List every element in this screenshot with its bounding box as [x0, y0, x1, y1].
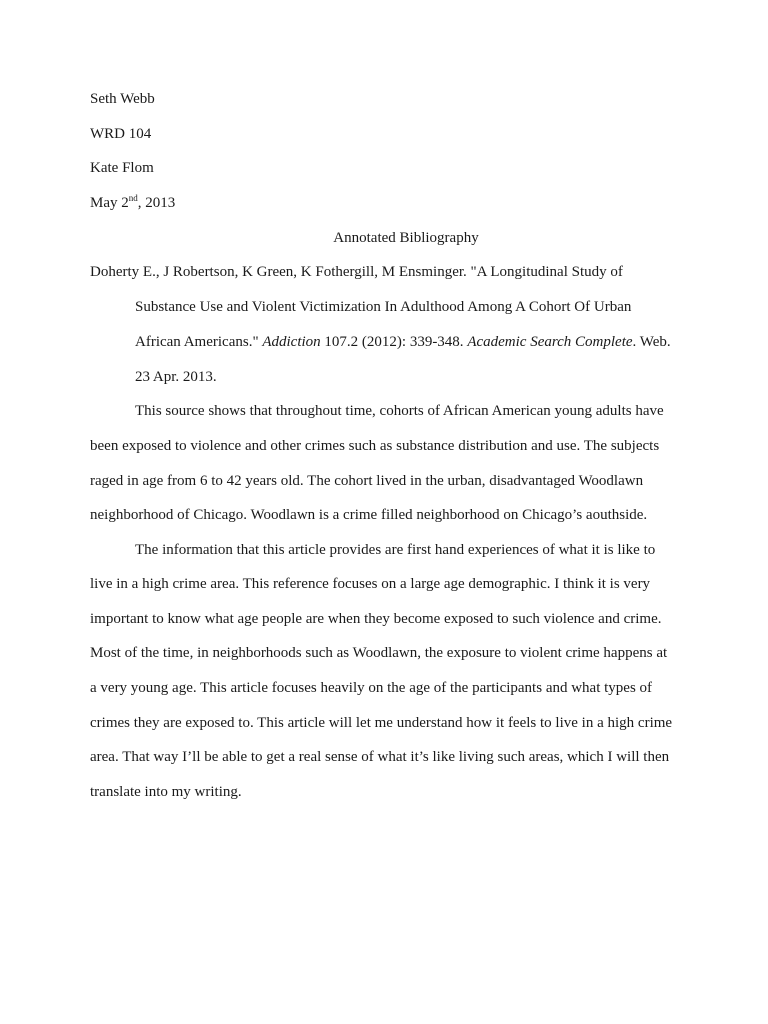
- paragraph-2-line: live in a high crime area. This reference focuses on a large age demographic. I think it is very: [90, 576, 651, 592]
- citation-text: 107.2 (2012): 339-348.: [320, 334, 468, 350]
- date-prefix: May 2: [90, 195, 129, 211]
- paragraph-2-line: a very young age. This article focuses heavily on the age of the participants and what types of: [90, 680, 653, 696]
- date-suffix: , 2013: [137, 195, 176, 211]
- citation-text: African Americans.": [135, 334, 263, 350]
- author-name: Seth Webb: [90, 91, 155, 107]
- paragraph-1-line: raged in age from 6 to 42 years old. The cohort lived in the urban, disadvantaged Woodlawn: [90, 473, 644, 489]
- page-title: Annotated Bibliography: [333, 230, 479, 246]
- paragraph-1-line: neighborhood of Chicago. Woodlawn is a crime filled neighborhood on Chicago’s aouthside.: [90, 507, 648, 523]
- citation-line-1: Doherty E., J Robertson, K Green, K Fothergill, M Ensminger. "A Longitudinal Study of: [90, 264, 623, 280]
- paragraph-2-line: Most of the time, in neighborhoods such as Woodlawn, the exposure to violent crime happens at: [90, 645, 668, 661]
- citation-line-2: Substance Use and Violent Victimization In Adulthood Among A Cohort Of Urban: [135, 299, 632, 315]
- paragraph-1-line: been exposed to violence and other crimes such as substance distribution and use. The subjects: [90, 438, 660, 454]
- paragraph-2-line: crimes they are exposed to. This article will let me understand how it feels to live in a high crime: [90, 715, 673, 731]
- citation-database: Academic Search Complete: [467, 334, 633, 350]
- citation-journal: Addiction: [262, 334, 321, 350]
- date-line: [90, 194, 175, 212]
- paragraph-2-line: The information that this article provides are first hand experiences of what it is like to: [135, 542, 656, 558]
- paragraph-2-line: translate into my writing.: [90, 784, 242, 800]
- course-name: WRD 104: [90, 126, 152, 142]
- citation-line-3: [135, 333, 671, 351]
- citation-text: . Web.: [632, 334, 671, 350]
- paragraph-2-line: area. That way I’ll be able to get a real sense of what it’s like living such areas, which I will then: [90, 749, 670, 765]
- paragraph-2-line: important to know what age people are when they become exposed to such violence and crime.: [90, 611, 662, 627]
- instructor-name: Kate Flom: [90, 160, 154, 176]
- date-ordinal: nd: [128, 193, 138, 203]
- citation-line-4: 23 Apr. 2013.: [135, 369, 217, 385]
- paragraph-1-line: This source shows that throughout time, cohorts of African American young adults have: [135, 403, 664, 419]
